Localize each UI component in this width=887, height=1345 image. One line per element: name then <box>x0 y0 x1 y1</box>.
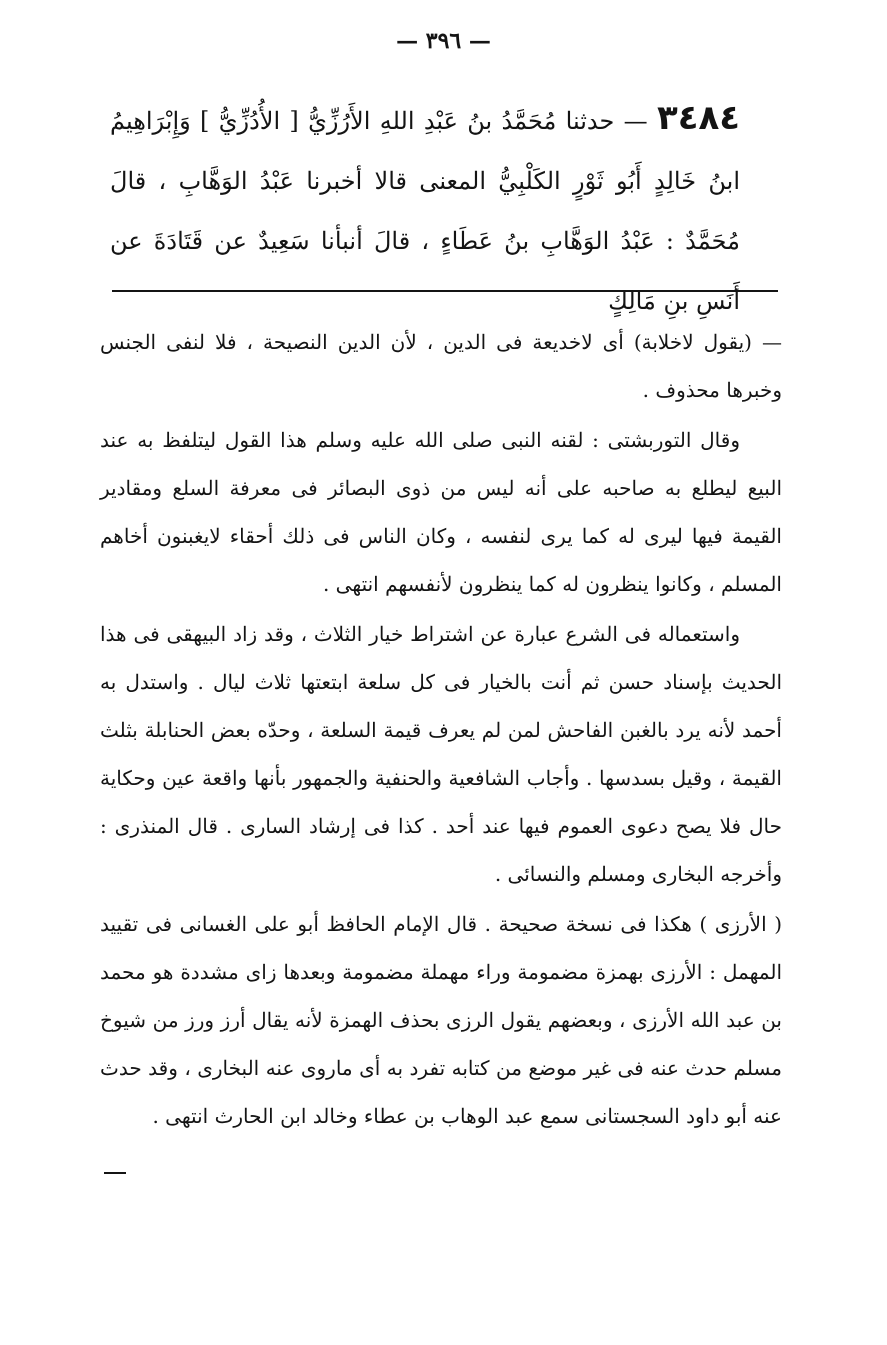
commentary-paragraph: وقال التوربشتى : لقنه النبى صلى الله عليه وسلم هذا القول ليتلفظ به عند البيع ليطلع به صاحبه على أنه ليس من ذوى البصائر فى معرفة السلع ومقادير القيمة فيها ليرى له كما يرى لنفسه ، وكان الناس فى ذلك أحقاء لايغبنون أخاهم المسلم ، وكانوا ينظرون له كما ينظرون لأنفسهم انتهى . <box>100 428 782 596</box>
hadith-text-block <box>110 88 740 331</box>
commentary-paragraph: — (يقول لاخلابة) أى لاخديعة فى الدين ، لأن الدين النصيحة ، فلا لنفى الجنس وخبرها محذوف . <box>100 330 782 402</box>
hadith-dash: — <box>623 107 648 135</box>
page-number: — ٣٩٦ — <box>396 28 491 54</box>
end-dash-mark <box>104 1172 126 1174</box>
hadith-chain-text: حدثنا مُحَمَّدُ بنُ عَبْدِ اللهِ الأَرُزِّيُّ [ الأُدُزِّيُّ ] وَإِبْرَاهِيمُ ابنُ خَالِدٍ أَبُو ثَوْرٍ الكَلْبِيُّ المعنى قالا أخبرنا عَبْدُ الوَهَّابِ ، قالَ مُحَمَّدٌ : عَبْدُ الوَهَّابِ بنُ عَطَاءٍ ، قالَ أنبأنا سَعِيدٌ عن قَتَادَةَ عن أَنَسِ بنِ مَالِكٍ <box>110 107 740 315</box>
section-divider <box>112 290 778 292</box>
commentary-block <box>100 318 782 1142</box>
commentary-paragraph: ( الأرزى ) هكذا فى نسخة صحيحة . قال الإمام الحافظ أبو على الغسانى فى تقييد المهمل : الأرزى بهمزة مضمومة وراء مهملة مضمومة وبعدها زاى مشددة هو محمد بن عبد الله الأرزى ، وبعضهم يقول الرزى بحذف الهمزة لأنه يقال أرز ورز من شيوخ مسلم حدث عنه فى غير موضع من كتابه تفرد به أى ماروى عنه البخارى ، وقد حدث عنه أبو داود السجستانى سمع عبد الوهاب بن عطاء وخالد ابن الحارث انتهى . <box>100 912 782 1128</box>
hadith-number: ٣٤٨٤ <box>656 98 740 138</box>
commentary-paragraph: واستعماله فى الشرع عبارة عن اشتراط خيار الثلاث ، وقد زاد البيهقى فى هذا الحديث بإسناد حسن ثم أنت بالخيار فى كل سلعة ابتعتها ثلاث ليال . واستدل به أحمد لأنه يرد بالغبن الفاحش لمن لم يعرف قيمة السلعة ، وحدّه بعض الحنابلة بثلث القيمة ، وقيل بسدسها . وأجاب الشافعية والحنفية والجمهور بأنها واقعة عين وحكاية حال فلا يصح دعوى العموم فيها عند أحد . كذا فى إرشاد السارى . قال المنذرى : وأخرجه البخارى ومسلم والنسائى . <box>100 622 782 886</box>
